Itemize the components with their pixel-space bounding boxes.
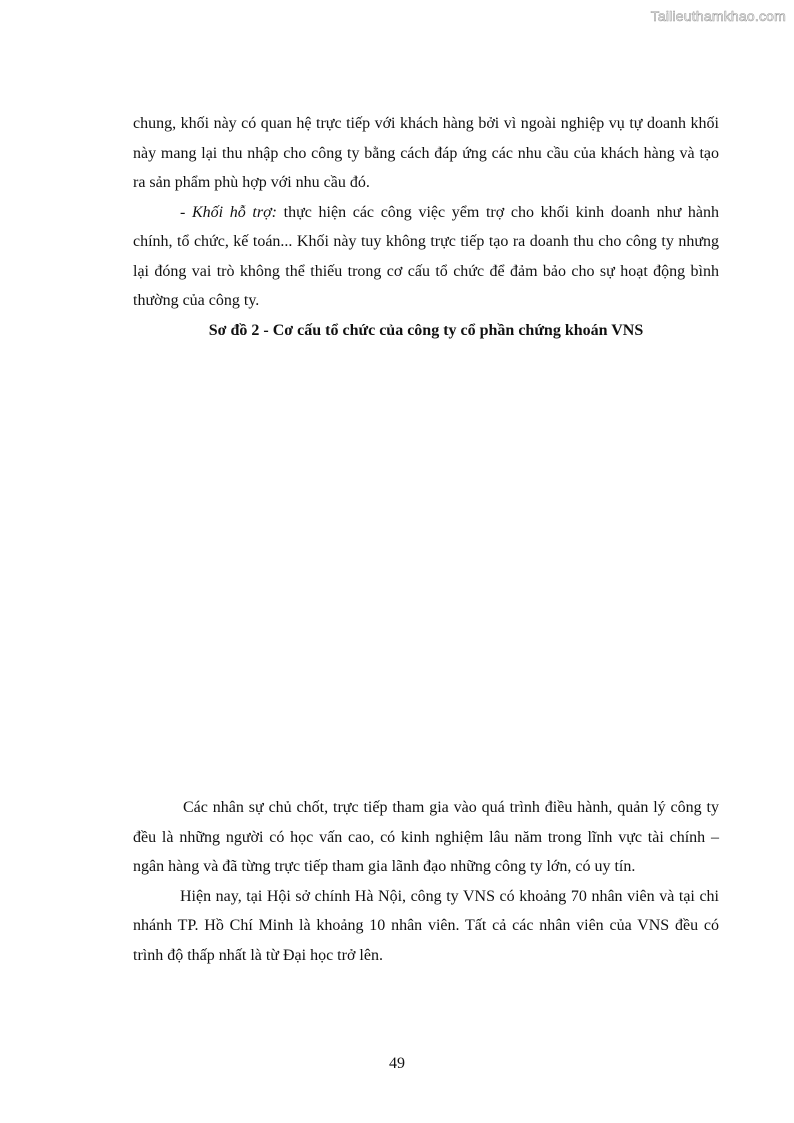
paragraph-business-block: chung, khối này có quan hệ trực tiếp với khách hàng bởi vì ngoài nghiệp vụ tự doanh khối này mang lại thu nhập cho công ty bằng cách đáp ứng các nhu cầu của khách hàng và tạo ra sản phẩm phù hợp với nhu cầu đó.: [133, 115, 719, 191]
paragraph-key-personnel: Các nhân sự chủ chốt, trực tiếp tham gia vào quá trình điều hành, quản lý công ty đều là những người có học vấn cao, có kinh nghiệm lâu năm trong lĩnh vực tài chính – ngân hàng và đã từng trực tiếp tham gia lãnh đạo những công ty lớn, có uy tín.: [133, 799, 719, 875]
diagram-placeholder: [133, 352, 719, 772]
page-number: 49: [389, 1055, 405, 1072]
support-block-term: Khối hỗ trợ:: [192, 203, 277, 221]
support-block-prefix: -: [180, 203, 192, 221]
support-block-description: thực hiện các công việc yểm trợ cho khối kinh doanh như hành chính, tổ chức, kế toán... Khối này tuy không trực tiếp tạo ra doanh thu cho công ty nhưng lại đóng vai trò không thể thiếu trong cơ cấu tổ chức để đảm bảo cho sự hoạt động bình thường của công ty.: [133, 203, 720, 309]
figure-caption: Sơ đồ 2 - Cơ cấu tổ chức của công ty cổ phần chứng khoán VNS: [208, 321, 644, 339]
top-text-block: [133, 109, 719, 345]
bottom-text-block: [133, 793, 719, 970]
paragraph-support-block: [133, 198, 719, 316]
paragraph-staff-count: Hiện nay, tại Hội sở chính Hà Nội, công ty VNS có khoảng 70 nhân viên và tại chi nhánh TP. Hồ Chí Minh là khoảng 10 nhân viên. Tất cả các nhân viên của VNS đều có trình độ thấp nhất là từ Đại học trở lên.: [133, 887, 719, 964]
watermark-text: Tailieuthamkhao.com: [650, 8, 786, 24]
